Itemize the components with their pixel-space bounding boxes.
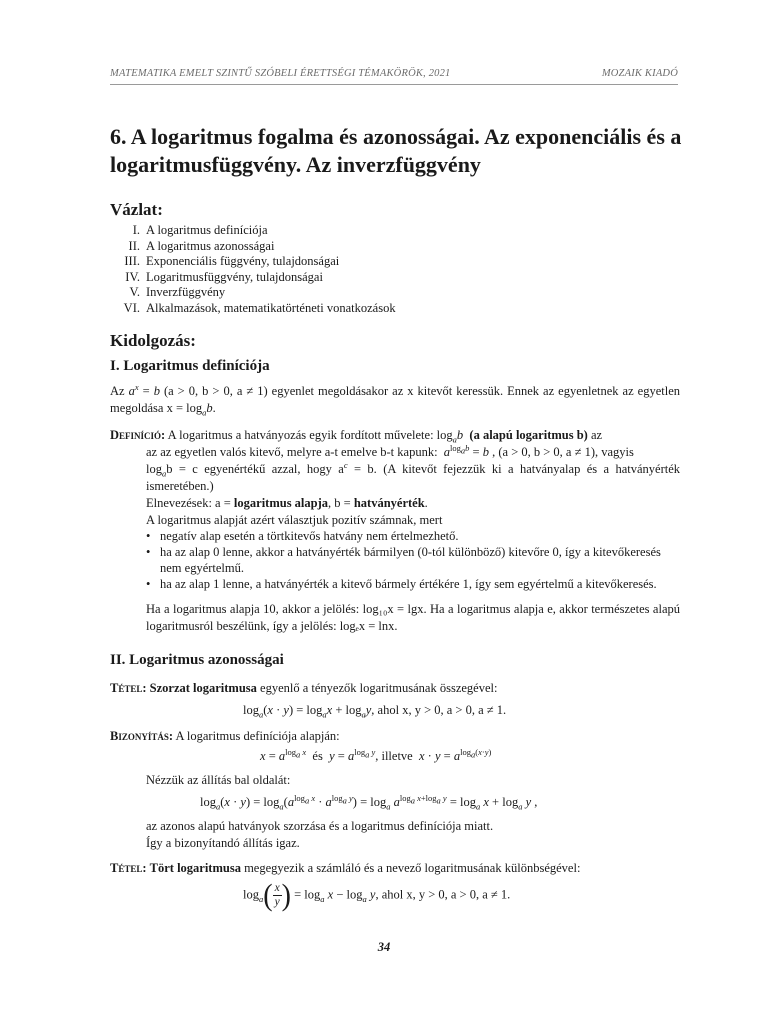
chapter-title: 6. A logaritmus fogalma és azonosságai. Az exponenciális és a logaritmusfüggvény. Az inverzfüggvény bbox=[110, 124, 682, 177]
outline-item: V. Inverzfüggvény bbox=[129, 285, 226, 299]
header-publisher: MOZAIK KIADÓ bbox=[601, 68, 678, 79]
outline-item: III. Exponenciális függvény, tulajdonságai bbox=[124, 254, 340, 268]
header-book-title: MATEMATIKA EMELT SZINTŰ SZÓBELI ÉRETTSÉGI TÉMAKÖRÖK, 2021 bbox=[110, 68, 451, 79]
header-rule bbox=[110, 84, 678, 85]
product-rule-formula: $\log_a(x \cdot y) = \log_ax + \log_ay$, ahol x, y > 0, a > 0, a ≠ 1. bbox=[243, 703, 507, 720]
list-item: • ha az alap 1 lenne, a hatványérték a kitevő bármely értékére 1, így sem egyértelmű a kitevőkeresés. bbox=[146, 577, 657, 591]
proof-left-side: Nézzük az állítás bal oldalát: bbox=[146, 773, 291, 787]
proof-intro: Bizonyítás: A logaritmus definíciója alapján: bbox=[110, 729, 340, 743]
outline-item: IV. Logaritmusfüggvény, tulajdonságai bbox=[125, 269, 323, 284]
positive-base-reason: A logaritmus alapját azért választjuk pozitív számnak, mert bbox=[146, 513, 443, 527]
outline-list bbox=[110, 223, 396, 316]
proof-chain-formula: $\log_a(x \cdot y) = \log_a(a^{log_a x} \cdot a^{log_a y}) = \log_a a^{log_a x+log_a y} = \log_a x + \log_a y$ , bbox=[200, 792, 538, 812]
list-item: • ha az alap 0 lenne, akkor a hatványérték bármilyen (0-tól különböző) kitevőre 0, így a kitevőkeresés nem egyértelmű. bbox=[146, 545, 661, 575]
outline-heading: Vázlat: bbox=[110, 200, 163, 219]
proof-conclusion: Így a bizonyítandó állítás igaz. bbox=[146, 836, 300, 850]
common-logarithms: Ha a logaritmus alapja 10, akkor a jelölés: log₁₀x = lgx. Ha a logaritmus alapja e, akkor természetes alapú logaritmusról beszélünk, így a jelölés: logₑx = lnx. bbox=[146, 602, 680, 633]
outline-item: I. A logaritmus definíciója bbox=[132, 223, 268, 237]
theorem-product: Tétel: Szorzat logaritmusa egyenlő a tényezők logaritmusának összegével: bbox=[110, 681, 498, 695]
definition-names: Elnevezések: a = logaritmus alapja, b = hatványérték. bbox=[146, 496, 428, 510]
list-item: • negatív alap esetén a törtkitevős hatvány nem értelmezhető. bbox=[146, 529, 459, 543]
theorem-quotient: Tétel: Tört logaritmusa megegyezik a számláló és a nevező logaritmusának különbségével: bbox=[110, 861, 581, 875]
elaboration-heading: Kidolgozás: bbox=[110, 331, 196, 350]
quotient-rule-formula: $\log_a$( $\frac{x}{y}$ ) = $\log_a x - \log_a y$, ahol x, y > 0, a > 0, a ≠ 1. bbox=[243, 877, 511, 912]
section1-intro: Az $a^x = b$ (a > 0, b > 0, a ≠ 1) egyenlet megoldásakor az x kitevőt keressük. Ennek az egyenletnek az egyetlen megoldása $x = \log_ab$. bbox=[110, 381, 680, 418]
proof-definitions-formula: $x = a^{log_a x}$ és $y = a^{log_a y}$, illetve $x \cdot y = a^{log_a(x\cdot y)}$ bbox=[260, 746, 492, 763]
outline-item: II. A logaritmus azonosságai bbox=[128, 238, 275, 253]
page-number: 34 bbox=[377, 940, 391, 954]
section2-heading: II. Logaritmus azonosságai bbox=[110, 652, 284, 668]
definition-first-line: Definíció: A logaritmus a hatványozás egyik fordított művelete: $\log_ab$ (a alapú logaritmus b) az bbox=[110, 428, 603, 445]
section1-heading: I. Logaritmus definíciója bbox=[110, 358, 270, 374]
proof-reason: az azonos alapú hatványok szorzása és a logaritmus definíciója miatt. bbox=[146, 819, 494, 833]
definition-body: az az egyetlen valós kitevő, melyre a-t emelve b-t kapunk: $a^{log_ab} = b$ , (a > 0, b > 0, a ≠ 1), vagyis $\log_ab = c$ egyenértékű azzal, hogy $a^c = b$. (A kitevőt fejezzük ki a hatványalap és a hatványérték ismeretében.) bbox=[146, 442, 681, 493]
outline-item: VI. Alkalmazások, matematikatörténeti vonatkozások bbox=[123, 300, 396, 315]
